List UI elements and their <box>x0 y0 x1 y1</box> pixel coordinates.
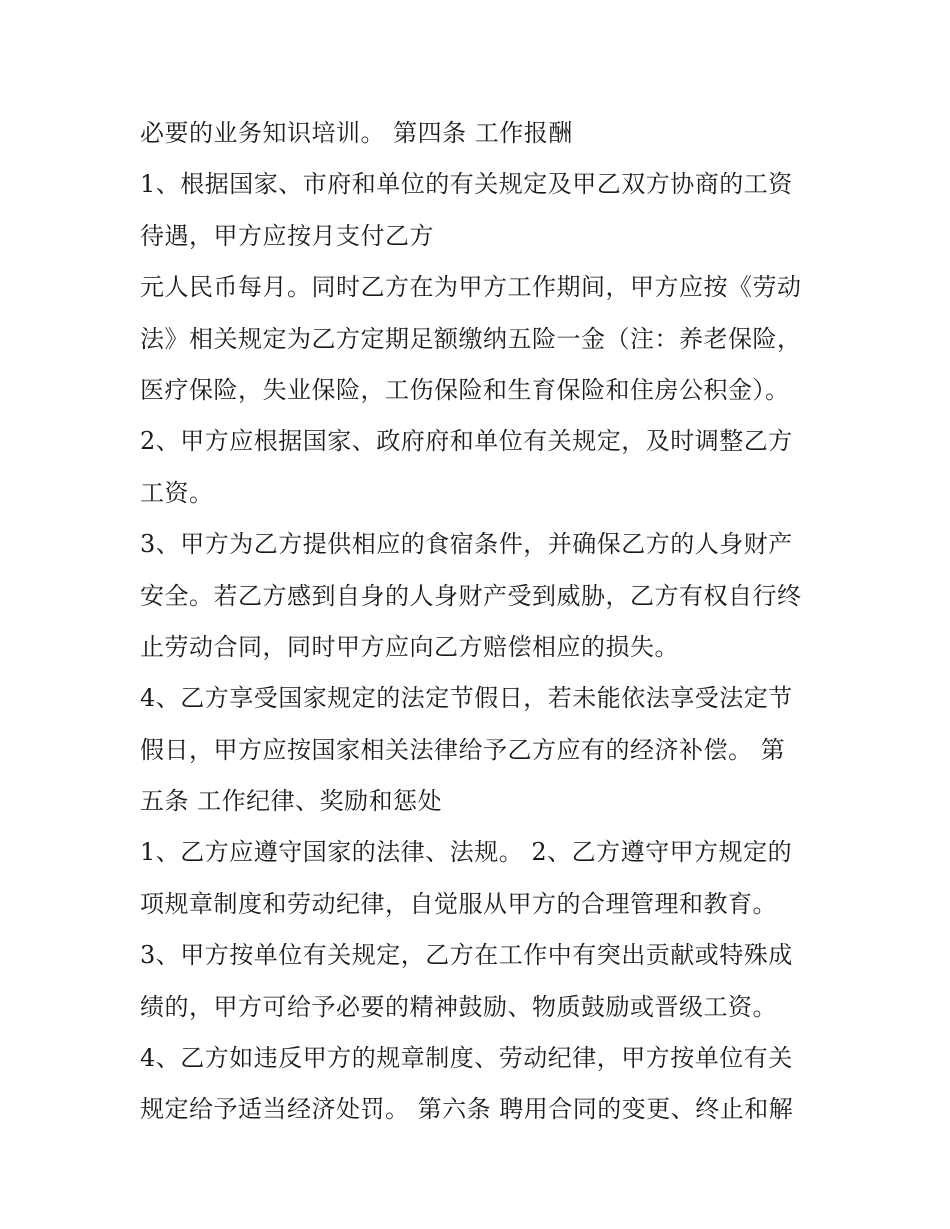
text-line: 必要的业务知识培训。 第四条 工作报酬 <box>140 119 573 147</box>
text-line: 绩的，甲方可给予必要的精神鼓励、物质鼓励或晋级工资。 <box>140 992 777 1021</box>
text-line: 4、乙方享受国家规定的法定节假日，若未能依法享受法定节 <box>140 684 793 713</box>
text-line: 法》相关规定为乙方定期足额缴纳五险一金（注：养老保险， <box>140 324 802 353</box>
text-line: 止劳动合同，同时甲方应向乙方赔偿相应的损失。 <box>140 632 679 661</box>
text-line: 安全。若乙方感到自身的人身财产受到威胁，乙方有权自行终 <box>140 581 802 610</box>
text-line: 2、甲方应根据国家、政府府和单位有关规定，及时调整乙方 <box>140 427 793 456</box>
text-line: 项规章制度和劳动纪律，自觉服从甲方的合理管理和教育。 <box>140 889 777 918</box>
text-line: 1、乙方应遵守国家的法律、法规。 2、乙方遵守甲方规定的 <box>140 838 793 867</box>
text-line: 1、根据国家、市府和单位的有关规定及甲乙双方协商的工资 <box>140 170 793 199</box>
text-line: 待遇，甲方应按月支付乙方 <box>140 221 434 250</box>
text-line: 4、乙方如违反甲方的规章制度、劳动纪律，甲方按单位有关 <box>140 1044 793 1073</box>
text-line: 假日，甲方应按国家相关法律给予乙方应有的经济补偿。 第 <box>140 735 786 764</box>
text-line: 3、甲方按单位有关规定，乙方在工作中有突出贡献或特殊成 <box>140 941 793 970</box>
contract-body-text <box>140 108 830 1136</box>
text-line: 医疗保险，失业保险，工伤保险和生育保险和住房公积金）。 <box>140 375 790 404</box>
text-line: 规定给予适当经济处罚。 第六条 聘用合同的变更、终止和解 <box>140 1095 794 1124</box>
text-line: 五条 工作纪律、奖励和惩处 <box>140 787 443 816</box>
text-line: 工资。 <box>140 478 214 507</box>
text-line: 元人民币每月。同时乙方在为甲方工作期间，甲方应按《劳动 <box>140 273 802 302</box>
text-line: 3、甲方为乙方提供相应的食宿条件，并确保乙方的人身财产 <box>140 530 793 559</box>
